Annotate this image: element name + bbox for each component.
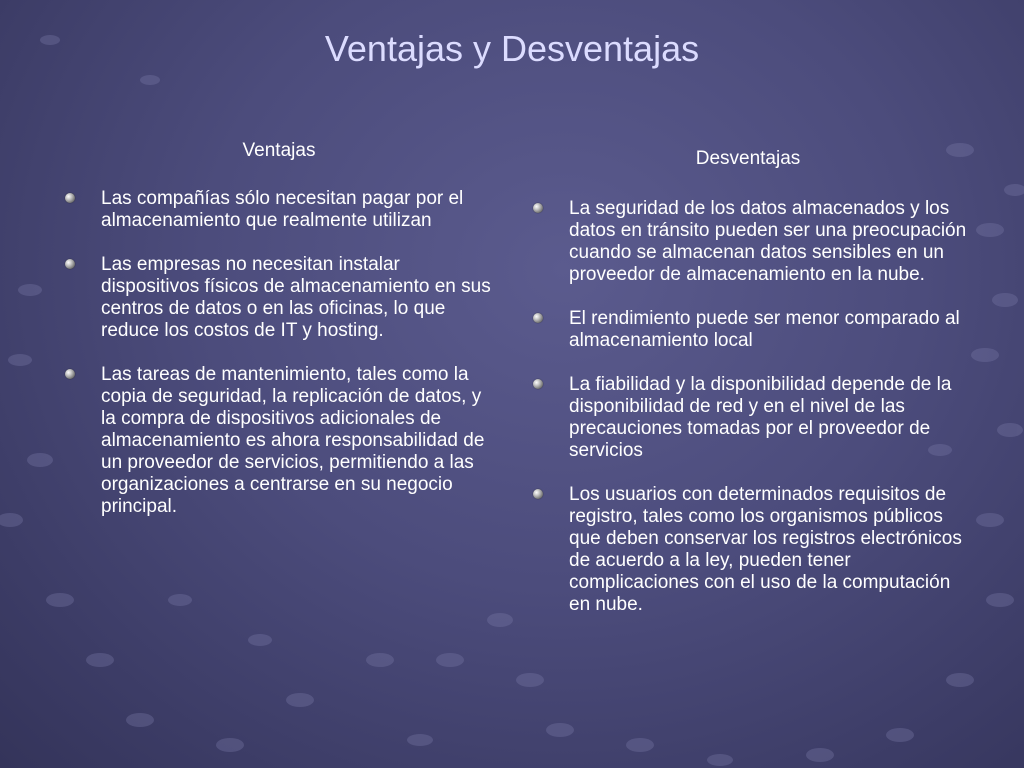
ventajas-list <box>60 188 500 518</box>
desventajas-item-text: Los usuarios con determinados requisitos de registro, tales como los organismos públicos que deben conservar los registros electrónicos de acuerdo a la ley, pueden tener complicaciones con el uso de la computación en nube. <box>569 484 962 615</box>
sphere-bullet-icon <box>533 203 543 213</box>
desventajas-item-text: La seguridad de los datos almacenados y los datos en tránsito pueden ser una preocupación cuando se almacenan datos sensibles en un proveedor de almacenamiento en la nube. <box>569 198 967 285</box>
desventajas-item-text: El rendimiento puede ser menor comparado al almacenamiento local <box>569 308 960 351</box>
desventajas-item <box>528 374 968 462</box>
desventajas-heading: Desventajas <box>695 148 801 169</box>
desventajas-item <box>528 484 968 616</box>
ventajas-column <box>60 140 500 540</box>
slide-title: Ventajas y Desventajas <box>324 28 700 69</box>
desventajas-column <box>528 148 968 638</box>
desventajas-list <box>528 198 968 616</box>
sphere-bullet-icon <box>533 489 543 499</box>
ventajas-item <box>60 188 500 232</box>
ventajas-item-text: Las compañías sólo necesitan pagar por el almacenamiento que realmente utilizan <box>101 188 464 231</box>
ventajas-item <box>60 254 500 342</box>
ventajas-item <box>60 364 500 518</box>
ventajas-item-text: Las empresas no necesitan instalar dispositivos físicos de almacenamiento en sus centros de datos o en las oficinas, lo que reduce los costos de IT y hosting. <box>101 254 491 341</box>
desventajas-item-text: La fiabilidad y la disponibilidad depende de la disponibilidad de red y en el nivel de las precauciones tomadas por el proveedor de servicios <box>569 374 952 461</box>
desventajas-item <box>528 308 968 352</box>
desventajas-item <box>528 198 968 286</box>
ventajas-item-text: Las tareas de mantenimiento, tales como la copia de seguridad, la replicación de datos, y la compra de dispositivos adicionales de almacenamiento es ahora responsabilidad de un proveedor de servicios, permitiendo a las organizaciones a centrarse en su negocio principal. <box>101 364 485 517</box>
sphere-bullet-icon <box>65 259 75 269</box>
sphere-bullet-icon <box>65 193 75 203</box>
ventajas-heading: Ventajas <box>242 140 316 161</box>
sphere-bullet-icon <box>65 369 75 379</box>
sphere-bullet-icon <box>533 313 543 323</box>
sphere-bullet-icon <box>533 379 543 389</box>
